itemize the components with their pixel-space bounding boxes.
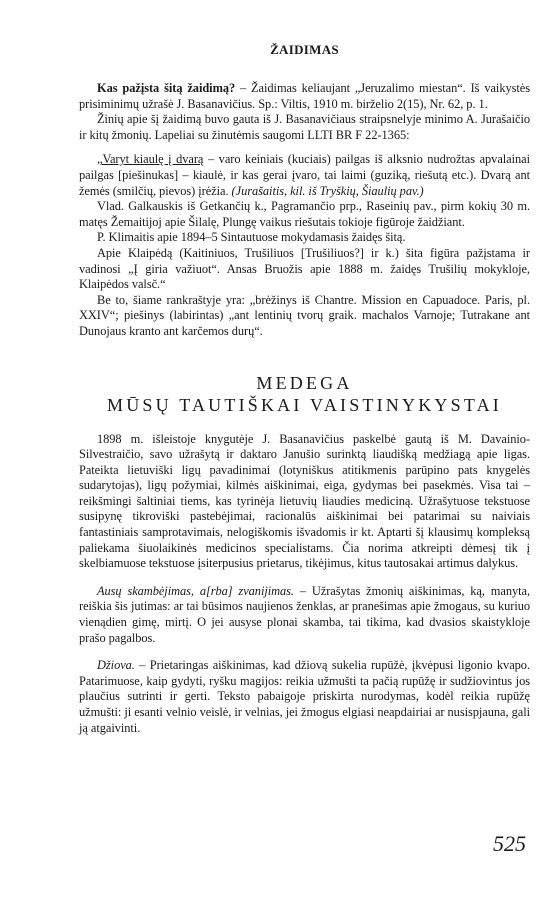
chapter-title-line-1: MEDEGA <box>256 372 353 393</box>
paragraph-informant-3: P. Klimaitis apie 1894–5 Sintautuose mokydamasis žaidęs šitą. <box>97 230 406 245</box>
paragraph-informant-4: Apie Klaipėdą (Kaitiniuos, Trušiliuos [Trušiliuos?] ir k.) šita figūra pažįstama ir vadinosi „Į giria važiuot“. Ansas Bruožis apie 1888 m. žaidęs Trušilių mokykloje, Klaipėdos valsč.“ <box>79 245 530 292</box>
paragraph-intro: 1898 m. išleistoje knygutėje J. Basanavičius paskelbė gautą iš M. Davainio-Silvestraičio, savo užrašytą ir daktaro Janušio surinktą liaudišką medžiagą apie ligas. Pateikta lietuviški ligų pavadinimai (lotyniškus atitikmenis parūpino pats knygelės sudarytojas), ligų požymiai, kilmės aiškinimai, eiga, gydymas bei pasekmės. Visa tai – reikšmingi šaltiniai tiems, kas tyrinėja lietuvių liaudies mediciną. Užrašytuose tekstuose susipynę tikroviški pastebėjimai, racionalūs aiškinimai bei patarimai su naiviais fantastiniais samprotavimais, nelogiškomis išvadomis ir kt. Aptarti šį klausimų kompleksą paliekama šiuolaikinės medicinos specialistams. Čia norima atkreipti dėmesį tik į skelbiamuose tekstuose įsiterpusius prietarus, tikėjimus, kitus tautosakai artimus dalykus. <box>79 431 530 571</box>
text-ear-ringing: – Užrašytas žmonių aiškinimas, ką, manyta, reiškia šis jutimas: ar tai būsimos naujienos ženklas, ar pranešimas apie žmogaus, su kuriuo vienądien gimę, mirtį. O jei ausyse plonai skamba, tai tikima, kad dvasios skaistykloje prašo pagalbos. <box>79 583 531 645</box>
chapter-title-line-2: MŪSŲ TAUTIŠKAI VAISTINYKYSTAI <box>107 394 502 415</box>
paragraph-ear-ringing <box>79 584 530 646</box>
text-tuberculosis: – Prietaringas aiškinimas, kad džiovą sukelia rupūžė, įkvėpusi ligonio kvapo. Patarimuose, kaip gydyti, ryšku magijos: reikia užmušti ta pačią rupūžę ir sudžiovintus jos plaučius sutrinti ir gerti. Teksto pabaigoje priskirta nurodymas, kodėl reikia rupūžę užmušti: ji esanti velnio veislė, ir velnias, jei žmogus elgiasi neapdairiai ar nusispjauna, gali ją atgaivinti. <box>79 658 530 735</box>
game-text: – varo keiniais (kuciais) pailgas iš alksnio nudrožtas apvalainai pailgas [piešinukas] – kiaulė, ir kas gerai įvaro, tai laimi (guziką, riešutą etc.). Dvarą ant žemės (smilčių, pievos) įrėžia. <box>79 152 530 198</box>
paragraph-source <box>79 81 530 112</box>
paragraph-informant-2: Vlad. Galkauskis iš Getkančių k., Pagramančio prp., Raseinių pav., pirm kokių 30 m. matęs Žemaitijoj apie Šilalę, Plungę vaikus riešutais tokioje figūroje žaidžiant. <box>79 199 530 229</box>
game-name: „Varyt kiaulę į dvarą <box>97 152 204 167</box>
lead-question: Kas pažįsta šitą žaidimą? <box>97 81 236 95</box>
informant-note: (Jurašaitis, kil. iš Tryškių, Šiaulių pav.) <box>231 183 424 198</box>
page-number: 525 <box>493 831 526 856</box>
source-text: – Žaidimas keliaujant „Jeruzalimo miestan“. Iš vaikystės prisiminimų užrašė J. Basanavičius. Sp.: Viltis, 1910 m. birželio 2(15), Nr. 62, p. 1. <box>79 81 530 111</box>
paragraph-manuscript-note: Be to, šiame rankraštyje yra: „brėžinys iš Chantre. Mission en Capuadoce. Paris, pl. XXIV“; piešinys (labirintas) „ant lentinių tvorų graik. machalos Varnoje; Tutrakane ant Dunojaus kranto ant karčemos durų“. <box>79 292 530 338</box>
paragraph-info: Žinių apie šį žaidimą buvo gauta iš J. Basanavičiaus straipsnelyje minimo A. Jurašaičio ir kitų žmonių. Lapeliai su žinutėmis saugomi LLTI BR F 22-1365: <box>79 112 530 142</box>
paragraph-tuberculosis <box>79 658 530 736</box>
term-tuberculosis: Džiova. <box>97 658 135 673</box>
term-ear-ringing: Ausų skambėjimas, a[rba] zvanijimas. <box>97 583 294 598</box>
section-heading: ŽAIDIMAS <box>270 42 339 57</box>
paragraph-game-description <box>79 152 530 199</box>
